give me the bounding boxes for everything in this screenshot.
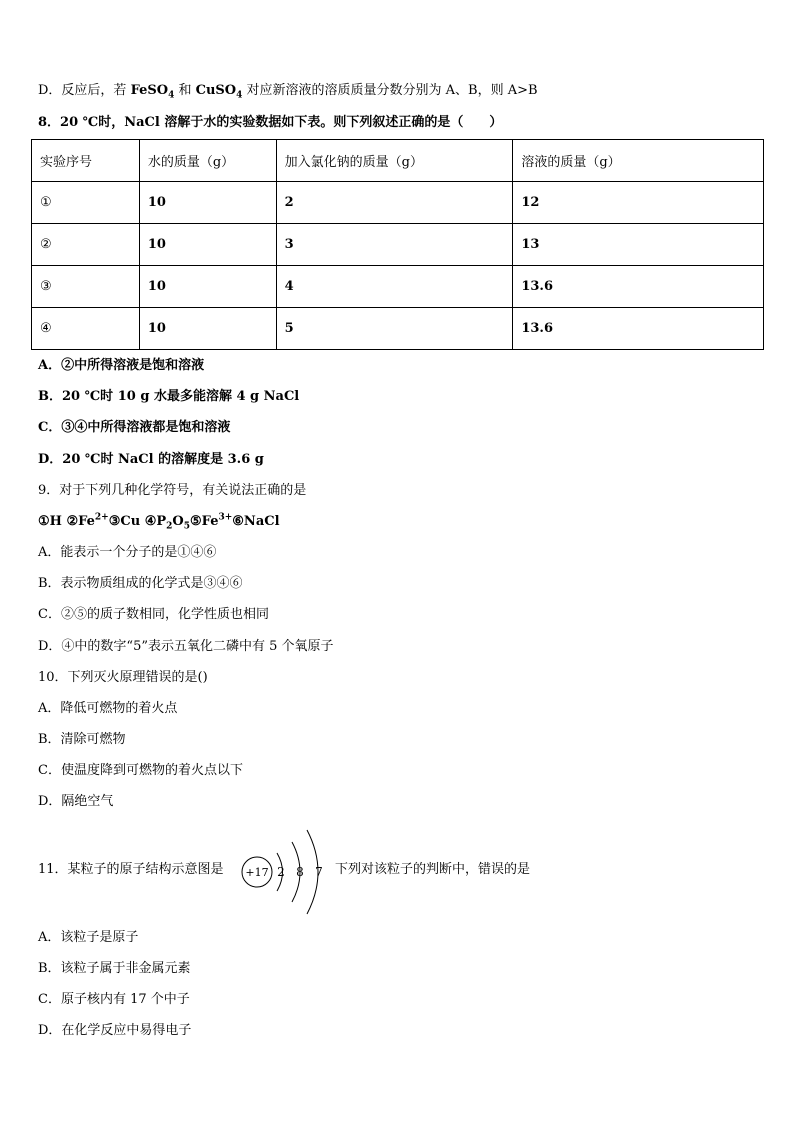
q7-d-text-1: D．反应后，若	[38, 83, 131, 98]
q9-option-c: C．②⑤的质子数相同，化学性质也相同	[38, 607, 269, 622]
q9-symbol-text: ⑤Fe	[190, 514, 219, 529]
table-cell: 5	[276, 308, 513, 350]
q7-d-sub-2: 4	[236, 90, 243, 101]
q11-option-b: B．该粒子属于非金属元素	[38, 961, 191, 976]
q9-symbols	[38, 513, 280, 531]
q8-stem: 8．20 ℃时，NaCl 溶解于水的实验数据如下表。则下列叙述正确的是（ ）	[38, 115, 503, 130]
q9-symbol-sub: 5	[183, 521, 191, 532]
table-row	[32, 308, 764, 350]
table-row	[32, 224, 764, 266]
q8-option-b: B．20 ℃时 10 g 水最多能溶解 4 g NaCl	[38, 389, 300, 404]
q11-option-d: D．在化学反应中易得电子	[38, 1023, 192, 1038]
shell-3-count: 7	[315, 865, 323, 879]
table-row	[32, 266, 764, 308]
q9-symbol-sub: 2	[166, 521, 173, 532]
q9-symbol-text: ③Cu ④P	[108, 514, 167, 529]
table-row	[32, 182, 764, 224]
q10-option-a: A．降低可燃物的着火点	[38, 701, 178, 716]
table-header: 溶液的质量（g）	[513, 140, 764, 182]
table-cell: 10	[139, 182, 276, 224]
table-cell: ④	[32, 308, 140, 350]
table-cell: ②	[32, 224, 140, 266]
q9-stem: 9．对于下列几种化学符号，有关说法正确的是	[38, 483, 307, 498]
shell-2-count: 8	[296, 865, 304, 879]
q9-symbol-text: ①H ②Fe	[38, 514, 95, 529]
q7-d-sub-1: 4	[168, 90, 175, 101]
table-cell: 10	[139, 266, 276, 308]
q9-symbol-sup: 3+	[218, 512, 233, 523]
table-cell: 13.6	[513, 266, 764, 308]
table-header: 水的质量（g）	[139, 140, 276, 182]
q10-option-b: B．清除可燃物	[38, 732, 126, 747]
table-cell: 10	[139, 224, 276, 266]
table-header: 加入氯化钠的质量（g）	[276, 140, 513, 182]
q8-option-c: C．③④中所得溶液都是饱和溶液	[38, 420, 231, 435]
q10-stem: 10．下列灭火原理错误的是()	[38, 670, 208, 685]
q8-option-a: A．②中所得溶液是饱和溶液	[38, 358, 205, 373]
q9-option-a: A．能表示一个分子的是①④⑥	[38, 545, 217, 560]
q7-d-cuso: CuSO	[195, 83, 237, 98]
q8-option-d: D．20 ℃时 NaCl 的溶解度是 3.6 g	[38, 452, 264, 467]
table-cell: 13.6	[513, 308, 764, 350]
table-header: 实验序号	[32, 140, 140, 182]
table-cell: 12	[513, 182, 764, 224]
table-cell: 3	[276, 224, 513, 266]
atom-structure-diagram	[240, 820, 330, 920]
table-cell: ①	[32, 182, 140, 224]
q7-d-text-2: 和	[174, 83, 196, 98]
q7-d-feso: FeSO	[130, 83, 169, 98]
q9-option-b: B．表示物质组成的化学式是③④⑥	[38, 576, 243, 591]
table-cell: 10	[139, 308, 276, 350]
q10-option-c: C．使温度降到可燃物的着火点以下	[38, 763, 243, 778]
q9-symbol-sup: 2+	[94, 512, 109, 523]
q9-symbol-text: ⑥NaCl	[232, 514, 280, 529]
q11-stem-pre: 11．某粒子的原子结构示意图是	[38, 862, 224, 877]
q11-stem-post: 下列对该粒子的判断中，错误的是	[335, 862, 531, 877]
table-cell: ③	[32, 266, 140, 308]
q10-option-d: D．隔绝空气	[38, 794, 114, 809]
q11-option-c: C．原子核内有 17 个中子	[38, 992, 190, 1007]
q7-option-d	[38, 82, 538, 100]
shell-1-count: 2	[277, 865, 285, 879]
q7-d-text-3: 对应新溶液的溶质质量分数分别为 A、B，则 A>B	[242, 83, 538, 98]
q11-option-a: A．该粒子是原子	[38, 930, 139, 945]
q9-symbol-text: O	[172, 514, 184, 529]
nucleus-charge: +17	[245, 866, 269, 879]
table-cell: 2	[276, 182, 513, 224]
table-cell: 4	[276, 266, 513, 308]
table-header-row	[32, 140, 764, 182]
table-cell: 13	[513, 224, 764, 266]
q9-option-d: D．④中的数字“5”表示五氧化二磷中有 5 个氧原子	[38, 639, 334, 654]
experiment-table	[31, 139, 764, 350]
